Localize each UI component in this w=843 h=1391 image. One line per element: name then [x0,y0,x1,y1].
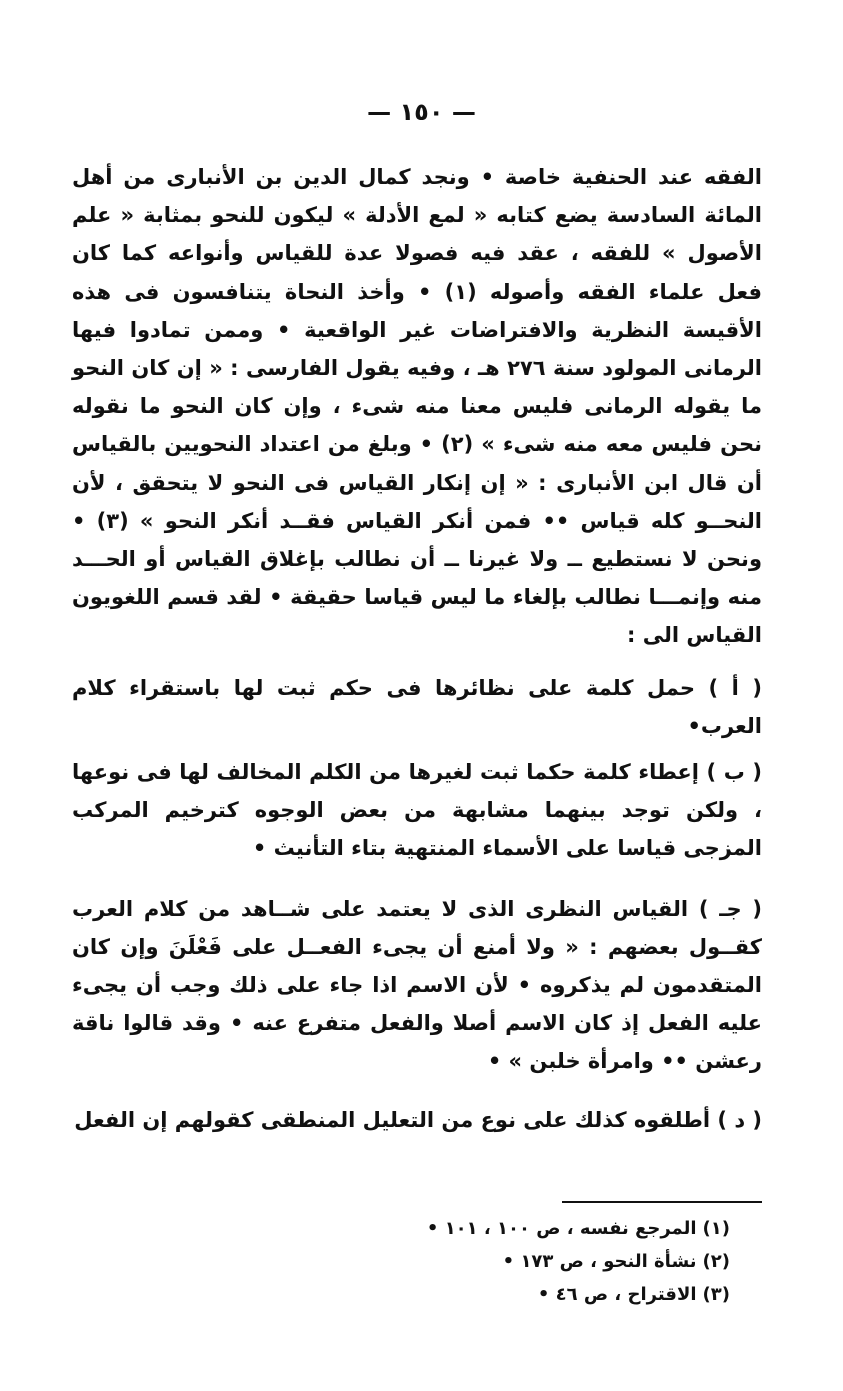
list-item-d: ( د ) أطلقوه كذلك على نوع من التعليل المنطقى كقولهم إن الفعل [74,1107,762,1132]
intro-paragraph: الفقه عند الحنفية خاصة • ونجد كمال الدين بن الأنبارى من أهل المائة السادسة يضع كتابه « لمع الأدلة » ليكون للنحو بمثابة « علم الأصول » للفقه ، عقد فيه فصولا عدة للقياس وأنواعه كما كان فعل علماء الفقه وأصوله (١) • وأخذ النحاة يتنافسون فى هذه الأقيسة النظرية والافتراضات غير الواقعية • وممن تمادوا فيها الرمانى المولود سنة ٢٧٦ هـ ، وفيه يقول الفارسى : « إن كان النحو ما يقوله الرمانى فليس معنا منه شىء ، وإن كان النحو ما نقوله نحن فليس معه منه شىء » (٢) • وبلغ من اعتداد النحويين بالقياس أن قال ابن الأنبارى : « إن إنكار القياس فى النحو لا يتحقق ، لأن النحــو كله قياس •• فمن أنكر القياس فقــد أنكر النحو » (٣) • ونحن لا نستطيع ــ ولا غيرنا ــ أن نطالب بإغلاق القياس أو الحـــد منه وإنمـــا نطالب بإلغاء ما ليس قياسا حقيقة • لقد قسم اللغويون القياس الى : [72,165,762,648]
footnote-2 [300,1245,730,1278]
footnote-text: المرجع نفسه ، ص ١٠٠ ، ١٠١ • [426,1218,697,1239]
footnote-mark: (٣) [702,1284,730,1305]
list-item-a: ( أ ) حمل كلمة على نظائرها فى حكم ثبت لها باستقراء كلام العرب• [72,675,762,738]
body-text [72,158,762,1153]
footnote-divider [562,1201,762,1203]
page-number: — ١٥٠ — [367,98,476,126]
footnote-text: الاقتراح ، ص ٤٦ • [537,1284,697,1305]
footnote-1 [300,1212,730,1245]
footnote-mark: (١) [702,1218,730,1239]
footnote-3 [300,1278,730,1311]
list-item-c: ( جـ ) القياس النظرى الذى لا يعتمد على شــاهد من كلام العرب كقــول بعضهم : « ولا أمنع أن يجىء الفعــل على فَعْلَنَ وإن كان المتقدمون لم يذكروه • لأن الاسم اذا جاء على ذلك وجب أن يجىء عليه الفعل إذ كان الاسم أصلا والفعل متفرع عنه • وقد قالوا ناقة رعشن •• وامرأة خلبن » • [72,896,762,1074]
list-item-b: ( ب ) إعطاء كلمة حكما ثبت لغيرها من الكلم المخالف لها فى نوعها ، ولكن توجد بينهما مشابهة من بعض الوجوه كترخيم المركب المزجى قياسا على الأسماء المنتهية بتاء التأنيث • [72,760,762,861]
footnote-text: نشأة النحو ، ص ١٧٣ • [502,1251,697,1272]
footnote-mark: (٢) [702,1251,730,1272]
footnotes [300,1212,730,1311]
